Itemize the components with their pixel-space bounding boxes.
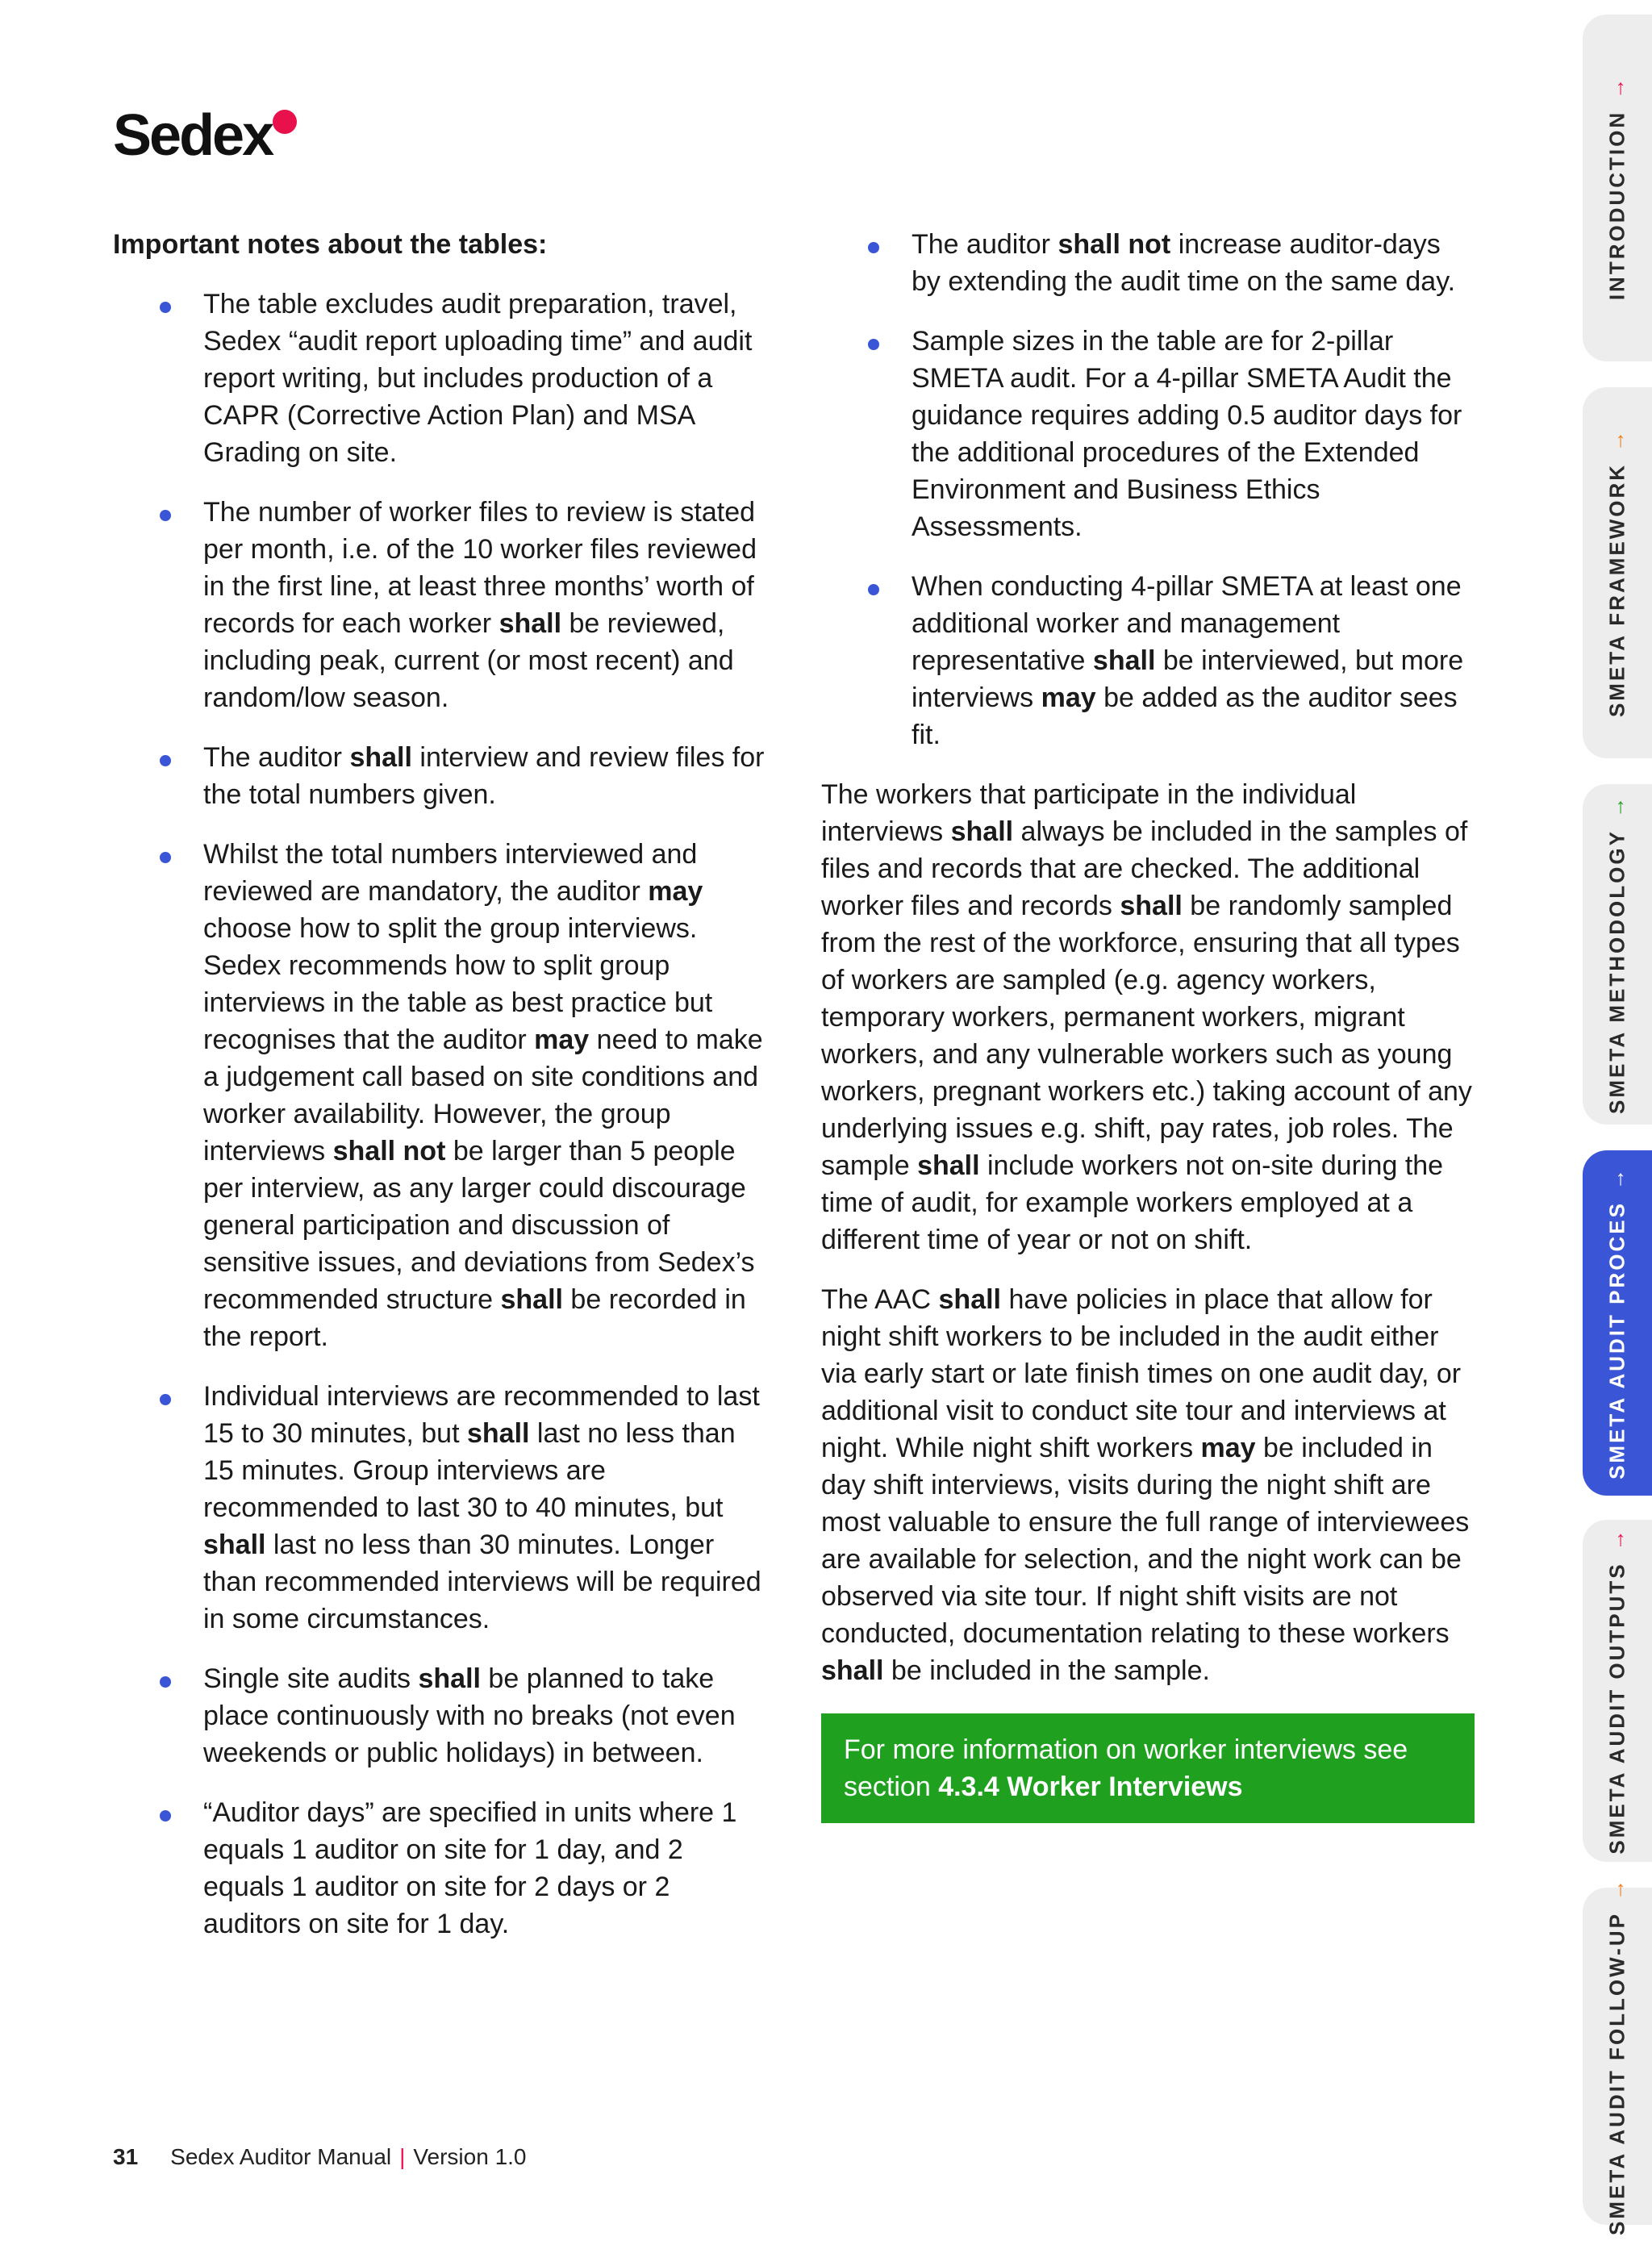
right-column bbox=[821, 226, 1475, 1823]
emphasis-text: shall bbox=[821, 1655, 884, 1686]
emphasis-text: shall not bbox=[332, 1136, 446, 1166]
bullet-dot-icon bbox=[160, 755, 171, 766]
tab-label bbox=[1605, 1166, 1630, 1479]
bullet-text bbox=[203, 289, 752, 468]
tab-smeta-methodology[interactable] bbox=[1583, 784, 1652, 1125]
right-bullet-item bbox=[821, 568, 1475, 753]
text-run: be planned to take place continuously with no breaks (not even weekends or public holidays) in between. bbox=[203, 1663, 736, 1768]
left-bullet-item bbox=[113, 836, 766, 1355]
arrow-icon: → bbox=[1604, 1877, 1629, 1901]
text-run: When conducting 4-pillar SMETA at least one additional worker and management representative bbox=[912, 571, 1462, 676]
bullet-text bbox=[203, 1663, 736, 1768]
text-run: The number of worker files to review is stated per month, i.e. of the 10 worker files reviewed in the first line, at least three months’ worth of records for each worker bbox=[203, 497, 757, 639]
notes-list bbox=[113, 286, 766, 1943]
arrow-icon: → bbox=[1604, 428, 1629, 452]
text-run: Sample sizes in the table are for 2-pillar SMETA audit. For a 4-pillar SMETA Audit the guidance requires adding 0.5 auditor days for the additional procedures of the Extended Environment and Business Ethics Assessments. bbox=[912, 326, 1462, 542]
text-run: choose how to split the group interviews. Sedex recommends how to split group interviews in the table as best practice but recognises that the auditor bbox=[203, 913, 713, 1055]
arrow-icon: → bbox=[1604, 75, 1629, 99]
arrow-icon: → bbox=[1604, 1166, 1629, 1191]
notes-list-continued bbox=[821, 226, 1475, 753]
bullet-text bbox=[912, 571, 1463, 750]
left-bullet-item bbox=[113, 286, 766, 471]
emphasis-text: shall bbox=[418, 1663, 481, 1694]
bullet-dot-icon bbox=[160, 1810, 171, 1822]
text-run: Single site audits bbox=[203, 1663, 419, 1694]
tab-smeta-framework[interactable] bbox=[1583, 387, 1652, 758]
text-run: be added as the auditor sees fit. bbox=[912, 682, 1458, 750]
text-run: increase auditor-days by extending the audit time on the same day. bbox=[912, 229, 1456, 297]
emphasis-text: shall bbox=[500, 1284, 563, 1315]
emphasis-text: shall bbox=[950, 816, 1014, 847]
bullet-text bbox=[203, 497, 757, 713]
bullet-text bbox=[203, 1381, 761, 1634]
left-column bbox=[113, 226, 766, 1965]
arrow-icon: → bbox=[1604, 1527, 1629, 1551]
footer-doc-title: Sedex Auditor Manual bbox=[170, 2144, 392, 2169]
emphasis-text: may bbox=[648, 876, 703, 907]
footer-version: Version 1.0 bbox=[413, 2144, 527, 2169]
logo-text: Sedex bbox=[113, 103, 273, 168]
tab-label-text: SMETA AUDIT OUTPUTS bbox=[1604, 1562, 1629, 1855]
tab-label bbox=[1605, 76, 1630, 300]
tab-label-text: SMETA AUDIT PROCES bbox=[1604, 1201, 1629, 1479]
right-bullet-item bbox=[821, 226, 1475, 300]
text-run: need to make a judgement call based on site conditions and worker availability. However, the group interviews bbox=[203, 1025, 763, 1166]
text-run: be interviewed, but more interviews bbox=[912, 645, 1464, 713]
tab-label-text: SMETA FRAMEWORK bbox=[1604, 462, 1629, 718]
emphasis-text: may bbox=[1041, 682, 1096, 713]
emphasis-text: may bbox=[534, 1025, 590, 1055]
left-bullet-item bbox=[113, 1378, 766, 1638]
emphasis-text: shall bbox=[349, 742, 412, 773]
text-run: be randomly sampled from the rest of the workforce, ensuring that all types of workers are sampled (e.g. agency workers, temporary workers, permanent workers, migrant workers, and any vulnerable workers such as young workers, pregnant workers etc.) taking account of any underlying issues e.g. shift, pay rates, job roles. The sample bbox=[821, 891, 1472, 1181]
left-bullet-item bbox=[113, 1794, 766, 1943]
tab-label bbox=[1605, 1527, 1630, 1854]
text-run: always be included in the samples of files and records that are checked. The additional worker files and records bbox=[821, 816, 1468, 921]
tab-label bbox=[1605, 428, 1630, 717]
bullet-text bbox=[203, 1797, 736, 1939]
text-run: Individual interviews are recommended to last 15 to 30 minutes, but bbox=[203, 1381, 760, 1449]
body-paragraph bbox=[821, 776, 1475, 1258]
text-run: have policies in place that allow for night shift workers to be included in the audit either via early start or late finish times on one audit day, or additional visit to conduct site tour and interviews at night. While night shift workers bbox=[821, 1284, 1462, 1463]
logo-dot-icon bbox=[273, 110, 297, 134]
bullet-text bbox=[912, 229, 1455, 297]
tab-introduction[interactable] bbox=[1583, 15, 1652, 361]
left-bullet-item bbox=[113, 739, 766, 813]
sedex-logo bbox=[113, 103, 272, 168]
text-run: The workers that participate in the individual interviews bbox=[821, 779, 1357, 847]
text-run: include workers not on-site during the time of audit, for example workers employed at a different time of year or not on shift. bbox=[821, 1150, 1444, 1255]
text-run: be reviewed, including peak, current (or most recent) and random/low season. bbox=[203, 608, 734, 713]
body-paragraph bbox=[821, 1281, 1475, 1689]
text-run: “Auditor days” are specified in units where 1 equals 1 auditor on site for 1 day, and 2 equals 1 auditor on site for 2 days or 2 auditors on site for 1 day. bbox=[203, 1797, 737, 1939]
bullet-dot-icon bbox=[868, 339, 879, 350]
emphasis-text: shall bbox=[1120, 891, 1183, 921]
tab-smeta-audit-outputs[interactable] bbox=[1583, 1520, 1652, 1862]
tab-label-text: SMETA AUDIT FOLLOW-UP bbox=[1604, 1912, 1629, 2235]
text-run: last no less than 15 minutes. Group interviews are recommended to last 30 to 40 minutes, but bbox=[203, 1418, 736, 1523]
text-run: Whilst the total numbers interviewed and reviewed are mandatory, the auditor bbox=[203, 839, 698, 907]
body-paragraphs bbox=[821, 776, 1475, 1689]
tab-label-text: INTRODUCTION bbox=[1604, 110, 1629, 301]
bullet-dot-icon bbox=[160, 302, 171, 313]
text-run: be larger than 5 people per interview, as any larger could discourage general participation and discussion of sensitive issues, and deviations from Sedex’s recommended structure bbox=[203, 1136, 755, 1315]
tab-smeta-audit-proces[interactable] bbox=[1583, 1150, 1652, 1496]
emphasis-text: shall bbox=[1092, 645, 1156, 676]
bullet-dot-icon bbox=[868, 242, 879, 253]
bullet-dot-icon bbox=[160, 1394, 171, 1405]
emphasis-text: may bbox=[1200, 1433, 1256, 1463]
emphasis-text: shall bbox=[938, 1284, 1001, 1315]
callout-section-link[interactable]: 4.3.4 Worker Interviews bbox=[938, 1772, 1243, 1802]
text-run: interview and review files for the total numbers given. bbox=[203, 742, 765, 810]
text-run: The AAC bbox=[821, 1284, 939, 1315]
emphasis-text: shall not bbox=[1058, 229, 1171, 260]
notes-heading: Important notes about the tables: bbox=[113, 229, 548, 260]
tab-smeta-audit-follow-up[interactable] bbox=[1583, 1877, 1652, 2235]
text-run: The auditor bbox=[912, 229, 1058, 260]
text-run: last no less than 30 minutes. Longer than recommended interviews will be required in some circumstances. bbox=[203, 1529, 761, 1634]
emphasis-text: shall bbox=[917, 1150, 980, 1181]
bullet-text bbox=[203, 742, 764, 810]
text-run: be recorded in the report. bbox=[203, 1284, 746, 1352]
emphasis-text: shall bbox=[203, 1529, 266, 1560]
arrow-icon: → bbox=[1604, 795, 1629, 819]
text-run: be included in day shift interviews, visits during the night shift are most valuable to ensure the full range of interviewees are available for selection, and the night work can be observed via site tour. If night shift visits are not conducted, documentation relating to these workers bbox=[821, 1433, 1470, 1649]
footer-separator: | bbox=[399, 2144, 406, 2169]
info-callout bbox=[821, 1713, 1475, 1823]
bullet-dot-icon bbox=[160, 1676, 171, 1688]
text-run: be included in the sample. bbox=[883, 1655, 1210, 1686]
bullet-dot-icon bbox=[160, 510, 171, 521]
left-bullet-item bbox=[113, 494, 766, 716]
emphasis-text: shall bbox=[466, 1418, 530, 1449]
tab-label bbox=[1605, 795, 1630, 1114]
page-number: 31 bbox=[113, 2144, 139, 2169]
text-run: The table excludes audit preparation, travel, Sedex “audit report uploading time” and audit report writing, but includes production of a CAPR (Corrective Action Plan) and MSA Grading on site. bbox=[203, 289, 753, 468]
page-footer bbox=[113, 2143, 527, 2172]
emphasis-text: shall bbox=[499, 608, 562, 639]
left-bullet-item bbox=[113, 1660, 766, 1772]
text-run: The auditor bbox=[203, 742, 350, 773]
callout-text: For more information on worker interviews see section bbox=[844, 1734, 1408, 1802]
tab-label-text: SMETA METHODOLOGY bbox=[1604, 829, 1629, 1114]
bullet-dot-icon bbox=[160, 852, 171, 863]
section-tabs bbox=[1583, 15, 1652, 2235]
bullet-text bbox=[912, 326, 1462, 542]
bullet-dot-icon bbox=[868, 584, 879, 595]
bullet-text bbox=[203, 839, 763, 1352]
tab-label bbox=[1605, 1877, 1630, 2235]
right-bullet-item bbox=[821, 323, 1475, 545]
